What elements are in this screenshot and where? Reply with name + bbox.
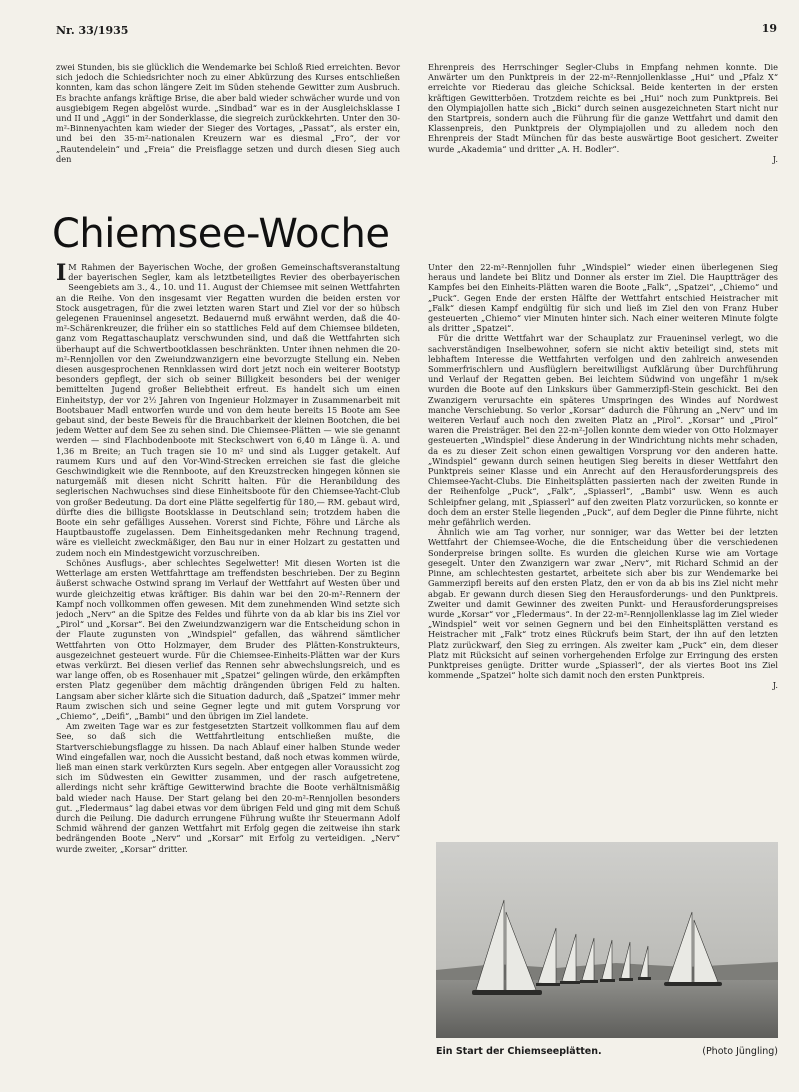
- photo-caption: Ein Start der Chiemseeplätten.: [436, 1046, 602, 1057]
- previous-article-left-text: zwei Stunden, bis sie glücklich die Wendemarke bei Schloß Ried erreichten. Bevor sich jedoch die Schiedsrichter noch zu einer Abkürzung des Kurses entschließen konnten, kam das schon längere Zeit im Süden stehende Gewitter zum Ausbruch. Es brachte anfangs kräftige Brise, die aber bald wieder schwächer wurde und von ausgiebigem Regen abgelöst wurde. „Sindbad“ war es in der Ausgleichsklasse I und II und „Aggi“ in der Sonderklasse, die siegreich zurückkehrten. Unter den 30-m²-Binnenyachten kam wieder der Sieger des Vortages, „Passat“, als erster ein, und bei den 35-m²-nationalen Kreuzern war es diesmal „Fro“, der vor „Rautendelein“ und „Freia“ die Preisflagge setzen und durch diesen Sieg auch den: [56, 62, 400, 164]
- photo-credit: (Photo Jüngling): [702, 1046, 778, 1057]
- previous-article-signature: J.: [772, 153, 778, 164]
- sailboats-photo: [436, 842, 778, 1038]
- drop-cap: I: [56, 262, 67, 286]
- previous-article-left-column: [56, 62, 400, 164]
- article-paragraph: Unter den 22-m²-Rennjollen fuhr „Windspiel“ wieder einen überlegenen Sieg heraus und landete bei Blitz und Donner als erster im Ziel. Die Hauptträger des Kampfes bei den Einheits-Plätten waren die Boote „Falk“, „Spatzei“, „Chiemo“ und „Puck“. Gegen Ende der ersten Hälfte der Wettfahrt entschied Heistracher mit „Falk“ diesen Kampf endgültig für sich und ließ im Ziel den von Franz Huber gesteuerten „Chiemo“ vier Minuten hinter sich. Nach einer weiteren Minute folgte als dritter „Spatzei“.: [428, 262, 778, 334]
- article-signature: J.: [772, 680, 778, 691]
- article-paragraph: Schönes Ausflugs-, aber schlechtes Segelwetter! Mit diesen Worten ist die Wetterlage am ersten Wettfahrttage am treffendsten beschrieben. Der zu Beginn äußerst schwache Ostwind sprang im Verlauf der Wettfahrt auf Westen über und wurde gleichzeitig etwas kräftiger. Bis dahin war bei den 20-m²-Rennern der Kampf noch vollkommen offen gewesen. Mit dem zunehmenden Wind setzte sich jedoch „Nerv“ an die Spitze des Feldes und führte von da ab klar bis ins Ziel vor „Pirol“ und „Korsar“. Bei den Zweiundzwanzigern war die Entscheidung schon in der Flaute zugunsten von „Windspiel“ gefallen, das während sämtlicher Wettfahrten von Otto Holzmayer, dem Bruder des Plätten-Konstrukteurs, ausgezeichnet gesteuert wurde. Für die Chiemsee-Einheits-Plätten war der Kurs etwas verkürzt. Bei diesen verlief das Rennen sehr abwechslungsreich, und es war lange offen, ob es Rosenhauer mit „Spatzei“ gelingen würde, den erkämpften ersten Platz gegenüber dem mächtig drängenden übrigen Feld zu halten. Langsam aber sicher klärte sich die Situation dadurch, daß „Spatzei“ immer mehr Raum zwischen sich und seine Gegner legte und mit gutem Vorsprung vor „Chiemo“, „Deifi“, „Bambi“ und den übrigen im Ziel landete.: [56, 557, 400, 721]
- article-paragraph: Ähnlich wie am Tag vorher, nur sonniger, war das Wetter bei der letzten Wettfahrt der Chiemsee-Woche, die die Entscheidung über die verschiedenen Sonderpreise bringen sollte. Es wurden die gleichen Kurse wie am Vortage gesegelt. Unter den Zwanzigern war zwar „Nerv“, mit Richard Schmid an der Pinne, am schlechtesten gestartet, arbeitete sich aber bis zur Wendemarke bei Gammerzipfl bereits auf den ersten Platz, den er von da ab bis ins Ziel nicht mehr abgab. Er gewann durch diesen Sieg den Herausforderungs- und den Punktpreis. Zweiter und damit Gewinner des zweiten Punkt- und Herausforderungspreises wurde „Korsar“ vor „Fledermaus“. In der 22-m²-Rennjollenklasse lag im Ziel wieder „Windspiel“ weit vor seinen Gegnern und bei den Einheitsplätten verstand es Heistracher mit „Falk“ trotz eines Rückrufs beim Start, der ihn auf den letzten Platz zurückwarf, den Sieg zu erringen. Als zweiter kam „Puck“ ein, dem dieser Platz mit Rücksicht auf seinen vorhergehenden Erfolge zur Erringung des ersten Punktpreises genügte. Dritter wurde „Spiasserl“, der als viertes Boot ins Ziel kommende „Spatzei“ holte sich damit noch den ersten Punktpreis.: [428, 527, 778, 681]
- article-paragraph-text: M Rahmen der Bayerischen Woche, der großen Gemeinschaftsveranstaltung der bayerischen Segler, kam als letztbeteiligtes Revier des oberbayerischen Seengebiets am 3., 4., 10. und 11. August der Chiemsee mit seinen Wettfahrten an die Reihe. Von den insgesamt vier Regatten wurden die beiden ersten vor Stock ausgetragen, für die zwei letzten waren Start und Ziel vor der so hübsch gelegenen Fraueninsel angesetzt. Bedauernd muß erwähnt werden, daß die 40-m²-Schärenkreuzer, die früher ein so stattliches Feld auf dem Chiemsee bildeten, ganz vom Regattaschauplatz verschwunden sind, und daß die Wettfahrten sich überhaupt auf die Schwertbootklassen beschränkten. Unter ihnen nehmen die 20-m²-Rennjollen vor den Zweiundzwanzigern eine bevorzugte Stellung ein. Neben diesen ausgesprochenen Rennklassen wird dort jetzt noch ein weiterer Bootstyp besonders gepflegt, der sich ob seiner Billigkeit besonders bei der weniger bemittelten Jugend großer Beliebtheit erfreut. Es handelt sich um einen Einheitstyp, der vor 2½ Jahren von Ingenieur Holzmayer in Zusammenarbeit mit Bootsbauer Madl entworfen wurde und von dem heute bereits 15 Boote am See gebaut sind, der beste Beweis für die Brauchbarkeit der kleinen Bootchen, die bei jedem Wetter auf dem See zu sehen sind. Die Chiemsee-Plätten — wie sie genannt werden — sind Flachbodenboote mit Steckschwert von 6,40 m Länge ü. A. und 1,36 m Breite; an Tuch tragen sie 10 m² und sind als Lugger getakelt. Auf raumem Kurs und auf den Vor-Wind-Strecken erreichen sie fast die gleiche Geschwindigkeit wie die Rennboote, auf den Kreuzstrecken hingegen können sie naturgemäß mit diesen nicht Schritt halten. Für die Heranbildung des seglerischen Nachwuchses sind diese Einheitsboote für den Chiemsee-Yacht-Club von großer Bedeutung. Da dort eine Plätte segelfertig für 180,— RM. gebaut wird, dürfte dies die billigste Bootsklasse in Deutschland sein; trotzdem haben die Boote ein sehr gefälliges Aussehen. Vorerst sind Fichte, Föhre und Lärche als Hauptbaustoffe zugelassen. Dem Einheitsgedanken mehr Rechnung tragend, wäre es vielleicht zweckmäßiger, den Bau nur in einer Holzart zu gestatten und zudem noch ein Mindestgewicht vorzuschreiben.: [56, 262, 400, 558]
- article-left-column: [56, 262, 400, 1072]
- article-paragraph: [56, 262, 400, 558]
- article-title: Chiemsee-Woche: [52, 211, 390, 257]
- article-paragraph: Für die dritte Wettfahrt war der Schauplatz zur Fraueninsel verlegt, wo die sachverständigen Inselbewohner, sofern sie nicht aktiv beteiligt sind, stets mit lebhaftem Interesse die Wettfahrten verfolgen und den zahlreich anwesenden Sommerfrischlern und Ausflüglern bereitwilligst Aufklärung über Durchführung und Verlauf der Regatten geben. Bei leichtem Südwind von ungefähr 1 m/sek wurden die Boote auf den Linkskurs über Gammerzipfl-Stein geschickt. Bei den Zwanzigern verursachte ein späteres Umspringen des Windes auf Nordwest manche Verschiebung. So verlor „Korsar“ dadurch die Führung an „Nerv“ und im weiteren Verlauf auch noch den zweiten Platz an „Pirol“. „Korsar“ und „Pirol“ waren die Preisträger. Bei den 22-m²-Jollen konnte dem wieder von Otto Holzmayer gesteuerten „Windspiel“ diese Änderung in der Windrichtung nichts mehr schaden, da es zu dieser Zeit schon einen gewaltigen Vorsprung vor den anderen hatte. „Windspiel“ gewann durch seinen heutigen Sieg bereits in dieser Wettfahrt den Punktpreis seiner Klasse und ein Anrecht auf den Herausforderungspreis des Chiemsee-Yacht-Clubs. Die Einheitsplätten passierten nach der zweiten Runde in der Reihenfolge „Puck“, „Falk“, „Spiasserl“, „Bambi“ usw. Wenn es auch Schleipfner gelang, mit „Spiasserl“ auf den zweiten Platz vorzurücken, so konnte er doch dem an erster Stelle liegenden „Puck“, auf dem Degler die Pinne führte, nicht mehr gefährlich werden.: [428, 333, 778, 528]
- article-right-column: [428, 262, 778, 822]
- previous-article-right-text: Ehrenpreis des Herrschinger Segler-Clubs in Empfang nehmen konnte. Die Anwärter um den Punktpreis in der 22-m²-Rennjollenklasse „Hui“ und „Pfalz X“ erreichte vor Riederau das gleiche Schicksal. Beide kenterten in der ersten kräftigen Gewitterböen. Trotzdem reichte es bei „Hui“ noch zum Punktpreis. Bei den Olympiajollen hatte sich „Bicki“ durch seinen ausgezeichneten Start nicht nur den Startpreis, sondern auch die Führung für die ganze Wettfahrt und damit den Klassenpreis, den Punktpreis der Olympiajollen und zu alledem noch den Ehrenpreis der Stadt München für das beste auswärtige Boot gesichert. Zweiter wurde „Akademia“ und dritter „A. H. Bodler“.: [428, 62, 778, 154]
- article-paragraph: Am zweiten Tage war es zur festgesetzten Startzeit vollkommen flau auf dem See, so daß sich die Wettfahrtleitung entschließen mußte, die Startverschiebungsflagge zu hissen. Da nach Ablauf einer halben Stunde weder Wind eingefallen war, noch die Aussicht bestand, daß noch etwas kommen würde, ließ man einen stark verkürzten Kurs segeln. Aber entgegen aller Voraussicht zog sich im Südwesten ein Gewitter zusammen, und der rasch aufgetretene, allerdings nicht sehr kräftige Gewitterwind brachte die Boote verhältnismäßig bald wieder nach Hause. Der Start gelang bei den 20-m²-Rennjollen besonders gut. „Fledermaus“ lag dabei etwas vor dem übrigen Feld und ging mit dem Schuß durch die Peilung. Die dadurch errungene Führung wußte ihr Steuermann Adolf Schmid während der ganzen Wettfahrt mit Erfolg gegen die zeitweise ihn stark bedrängenden Boote „Nerv“ und „Korsar“ mit Erfolg zu verteidigen. „Nerv“ wurde zweiter, „Korsar“ dritter.: [56, 721, 400, 854]
- photo-caption-line: [436, 1046, 778, 1057]
- page-number: 19: [761, 22, 777, 35]
- previous-article-right-column: [428, 62, 778, 164]
- issue-number: Nr. 33/1935: [56, 24, 129, 37]
